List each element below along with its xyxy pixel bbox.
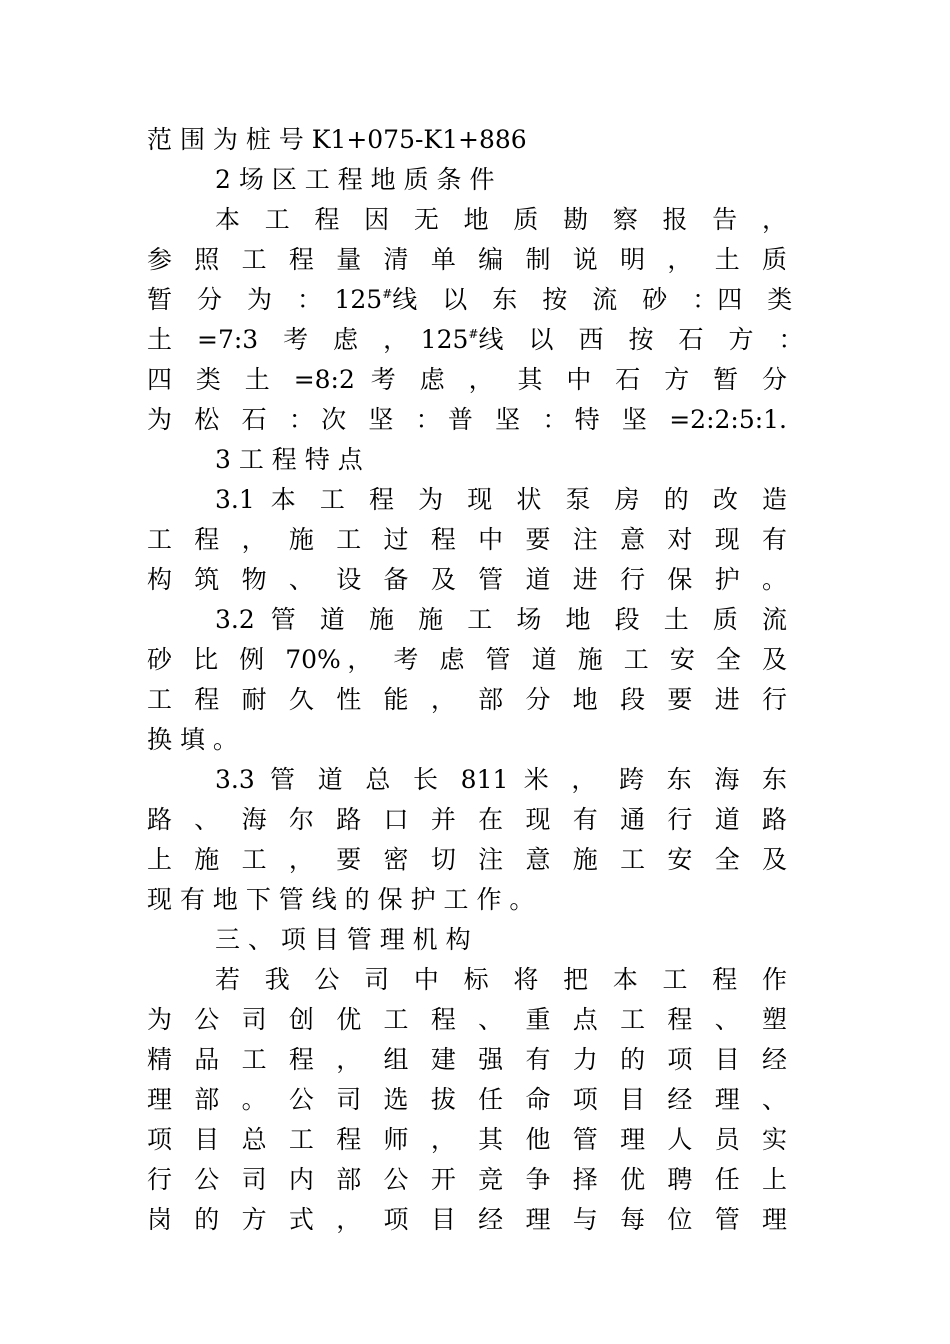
text-line: 行 公 司 内 部 公 开 竞 争 择 优 聘 任 上: [147, 1165, 787, 1194]
text-line: 砂 比 例 70%， 考 虑 管 道 施 工 安 全 及: [147, 645, 787, 674]
text-line: 3.1 本 工 程 为 现 状 泵 房 的 改 造: [215, 485, 787, 514]
text-line: 四 类 土 =8:2 考 虑 ， 其 中 石 方 暂 分: [147, 365, 787, 394]
text-line: 为 松 石 ：次 坚 ：普 坚 ：特 坚 =2:2:5:1.: [147, 405, 787, 434]
text-line: 工 程 耐 久 性 能 ， 部 分 地 段 要 进 行: [147, 685, 787, 714]
text-line-scope: 范 围 为 桩 号 K1+075-K1+886: [147, 125, 527, 154]
text-line: 理 部 。 公 司 选 拔 任 命 项 目 经 理 、: [147, 1085, 787, 1114]
text-line: 3.2 管 道 施 施 工 场 地 段 土 质 流: [215, 605, 787, 634]
text-line: 土 =7:3 考 虑 ， 125#线 以 西 按 石 方 ：: [147, 325, 804, 354]
section-heading-features: 3 工 程 特 点: [215, 445, 363, 474]
section-heading-geology: 2 场 区 工 程 地 质 条 件: [215, 165, 495, 194]
text-line: 工 程 ， 施 工 过 程 中 要 注 意 对 现 有: [147, 525, 787, 554]
text-line: 构 筑 物 、 设 备 及 管 道 进 行 保 护 。: [147, 565, 787, 594]
text-line: 3.3 管 道 总 长 811 米 ， 跨 东 海 东: [215, 765, 787, 794]
text-line: 若 我 公 司 中 标 将 把 本 工 程 作: [215, 965, 787, 994]
text-line: 路 、 海 尔 路 口 并 在 现 有 通 行 道 路: [147, 805, 787, 834]
text-line: 上 施 工 ， 要 密 切 注 意 施 工 安 全 及: [147, 845, 787, 874]
text-line: 项 目 总 工 程 师 ， 其 他 管 理 人 员 实: [147, 1125, 787, 1154]
text-line: 精 品 工 程 ， 组 建 强 有 力 的 项 目 经: [147, 1045, 787, 1074]
text-line: 参 照 工 程 量 清 单 编 制 说 明 ， 土 质: [147, 245, 787, 274]
text-line: 暂 分 为 ： 125#线 以 东 按 流 砂 ：四 类: [147, 285, 793, 314]
text-line: 现 有 地 下 管 线 的 保 护 工 作 。: [147, 885, 535, 914]
text-line: 岗 的 方 式 ， 项 目 经 理 与 每 位 管 理: [147, 1205, 787, 1234]
text-line: 本 工 程 因 无 地 质 勘 察 报 告 ，: [215, 205, 787, 234]
text-line: 换 填 。: [147, 725, 238, 754]
text-line: 为 公 司 创 优 工 程 、 重 点 工 程 、 塑: [147, 1005, 787, 1034]
section-heading-management: 三 、 项 目 管 理 机 构: [215, 925, 471, 954]
